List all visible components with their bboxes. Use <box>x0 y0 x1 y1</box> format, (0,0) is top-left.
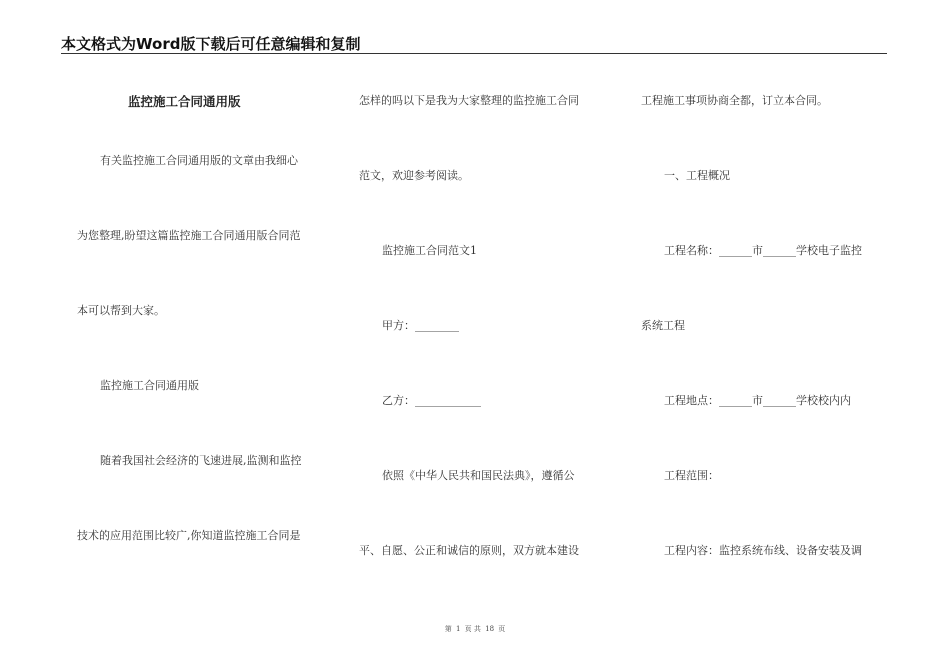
column2-line-5: 乙方：____________ <box>382 394 481 407</box>
page-middle: 页 共 <box>464 625 481 633</box>
column1-line-4: 监控施工合同通用版 <box>100 379 199 392</box>
column1-line-3: 本可以帮到大家。 <box>77 304 165 317</box>
column1-line-5: 随着我国社会经济的飞速进展,监测和监控 <box>100 454 302 467</box>
column3-line-4: 系统工程 <box>641 319 685 332</box>
column1-line-6: 技术的应用范围比较广,你知道监控施工合同是 <box>77 529 301 542</box>
page-prefix: 第 <box>444 625 452 633</box>
column3-line-1: 工程施工事项协商全都，订立本合同。 <box>641 94 828 107</box>
column2-line-2: 范文，欢迎参考阅读。 <box>359 169 469 182</box>
column2-line-6: 依照《中华人民共和国民法典》，遵循公 <box>382 469 575 482</box>
column3-line-7: 工程内容：监控系统布线、设备安装及调 <box>664 544 862 557</box>
page-suffix: 页 <box>498 625 506 633</box>
column1-line-1: 有关监控施工合同通用版的文章由我细心 <box>100 154 298 167</box>
page-indicator <box>0 624 950 634</box>
column1-line-2: 为您整理,盼望这篇监控施工合同通用版合同范 <box>77 229 301 242</box>
column3-line-6: 工程范围： <box>664 469 719 482</box>
column3-line-2: 一、工程概况 <box>664 169 730 182</box>
document-title: 监控施工合同通用版 <box>128 94 241 109</box>
document-banner: 本文格式为Word版下载后可任意编辑和复制 <box>61 35 361 53</box>
page-total: 18 <box>485 625 495 633</box>
column2-line-7: 平、自愿、公正和诚信的原则，双方就本建设 <box>359 544 579 557</box>
column2-line-1: 怎样的吗以下是我为大家整理的监控施工合同 <box>359 94 579 107</box>
column2-line-4: 甲方：________ <box>382 319 459 332</box>
column2-line-3: 监控施工合同范文1 <box>382 244 477 257</box>
column3-line-5: 工程地点：______市______学校校内内 <box>664 394 851 407</box>
page-current: 1 <box>455 625 461 633</box>
column3-line-3: 工程名称：______市______学校电子监控 <box>664 244 862 257</box>
header-divider <box>61 53 887 54</box>
